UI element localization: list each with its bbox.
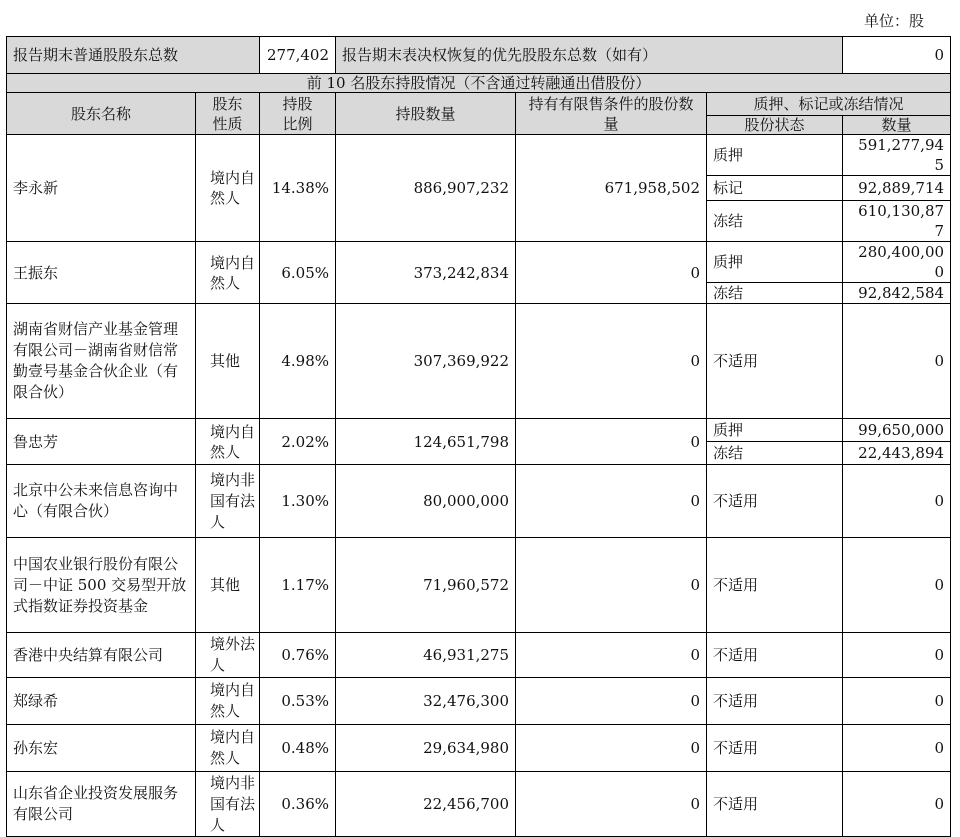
pledge-status: 不适用	[707, 538, 843, 633]
shareholder-name: 香港中央结算有限公司	[7, 633, 196, 678]
shareholder-ratio: 1.17%	[260, 538, 336, 633]
shareholder-ratio: 0.48%	[260, 725, 336, 772]
pledge-status: 不适用	[707, 304, 843, 419]
shareholder-name: 中国农业银行股份有限公司－中证 500 交易型开放式指数证券投资基金	[7, 538, 196, 633]
pledge-status: 标记	[707, 176, 843, 201]
shareholder-quantity: 46,931,275	[336, 633, 516, 678]
header-ratio: 持股比例	[260, 93, 336, 135]
table-row	[7, 538, 951, 633]
shareholder-nature: 境内自然人	[196, 242, 260, 304]
section-title: 前 10 名股东持股情况（不含通过转融通出借股份）	[7, 74, 951, 93]
table-row	[7, 772, 951, 837]
shareholder-ratio: 0.76%	[260, 633, 336, 678]
shareholder-name: 鲁忠芳	[7, 419, 196, 465]
shareholder-name: 郑绿希	[7, 678, 196, 725]
pledge-amount: 0	[843, 304, 951, 419]
table-row	[7, 304, 951, 419]
shareholder-name: 孙东宏	[7, 725, 196, 772]
shareholder-quantity: 307,369,922	[336, 304, 516, 419]
shareholder-nature: 其他	[196, 304, 260, 419]
shareholder-nature: 境外法人	[196, 633, 260, 678]
shareholder-quantity: 80,000,000	[336, 465, 516, 538]
table-row	[7, 135, 951, 176]
shareholder-quantity: 71,960,572	[336, 538, 516, 633]
pledge-status: 冻结	[707, 442, 843, 465]
pledge-amount: 92,842,584	[843, 283, 951, 304]
preferred-holders-value: 0	[843, 37, 951, 74]
pledge-amount: 0	[843, 772, 951, 837]
table-row	[7, 465, 951, 538]
section-title-row	[7, 74, 951, 93]
shareholder-restricted: 0	[516, 678, 707, 725]
shareholder-nature: 境内非国有法人	[196, 772, 260, 837]
unit-label: 单位：股	[863, 12, 924, 30]
shareholder-nature: 境内自然人	[196, 419, 260, 465]
shareholder-quantity: 29,634,980	[336, 725, 516, 772]
common-holders-label: 报告期末普通股股东总数	[7, 37, 260, 74]
header-amount: 数量	[843, 116, 951, 135]
shareholder-table	[6, 36, 951, 837]
table-row	[7, 419, 951, 442]
table-row	[7, 725, 951, 772]
pledge-amount: 610,130,877	[843, 201, 951, 242]
shareholder-nature: 其他	[196, 538, 260, 633]
shareholder-ratio: 1.30%	[260, 465, 336, 538]
pledge-status: 质押	[707, 135, 843, 176]
shareholder-nature: 境内自然人	[196, 135, 260, 242]
shareholder-ratio: 6.05%	[260, 242, 336, 304]
shareholder-ratio: 2.02%	[260, 419, 336, 465]
shareholder-ratio: 14.38%	[260, 135, 336, 242]
shareholder-restricted: 0	[516, 538, 707, 633]
header-status: 股份状态	[707, 116, 843, 135]
pledge-amount: 22,443,894	[843, 442, 951, 465]
header-quantity: 持股数量	[336, 93, 516, 135]
table-row	[7, 678, 951, 725]
pledge-amount: 0	[843, 725, 951, 772]
pledge-amount: 92,889,714	[843, 176, 951, 201]
table-row	[7, 633, 951, 678]
shareholder-nature: 境内非国有法人	[196, 465, 260, 538]
shareholder-quantity: 32,476,300	[336, 678, 516, 725]
pledge-amount: 99,650,000	[843, 419, 951, 442]
shareholder-restricted: 0	[516, 419, 707, 465]
pledge-status: 冻结	[707, 283, 843, 304]
shareholder-quantity: 22,456,700	[336, 772, 516, 837]
shareholder-restricted: 0	[516, 304, 707, 419]
pledge-amount: 0	[843, 465, 951, 538]
shareholder-nature: 境内自然人	[196, 678, 260, 725]
table-body	[7, 37, 951, 837]
shareholder-restricted: 0	[516, 772, 707, 837]
preferred-holders-label: 报告期末表决权恢复的优先股股东总数（如有）	[336, 37, 843, 74]
shareholder-name: 王振东	[7, 242, 196, 304]
pledge-status: 不适用	[707, 725, 843, 772]
shareholder-name: 山东省企业投资发展服务有限公司	[7, 772, 196, 837]
pledge-status: 不适用	[707, 772, 843, 837]
shareholder-restricted: 0	[516, 242, 707, 304]
pledge-status: 冻结	[707, 201, 843, 242]
common-holders-value: 277,402	[260, 37, 336, 74]
shareholder-restricted: 0	[516, 725, 707, 772]
header-row-1	[7, 93, 951, 116]
shareholder-quantity: 886,907,232	[336, 135, 516, 242]
header-nature: 股东性质	[196, 93, 260, 135]
header-restricted: 持有有限售条件的股份数量	[516, 93, 707, 135]
header-pledge-group: 质押、标记或冻结情况	[707, 93, 951, 116]
pledge-amount: 280,400,000	[843, 242, 951, 283]
pledge-status: 不适用	[707, 678, 843, 725]
pledge-status: 质押	[707, 242, 843, 283]
pledge-amount: 0	[843, 633, 951, 678]
pledge-status: 不适用	[707, 465, 843, 538]
shareholder-quantity: 124,651,798	[336, 419, 516, 465]
pledge-amount: 0	[843, 538, 951, 633]
pledge-status: 质押	[707, 419, 843, 442]
pledge-amount: 591,277,945	[843, 135, 951, 176]
shareholder-ratio: 4.98%	[260, 304, 336, 419]
shareholder-name: 北京中公未来信息咨询中心（有限合伙）	[7, 465, 196, 538]
shareholder-quantity: 373,242,834	[336, 242, 516, 304]
shareholder-nature: 境内自然人	[196, 725, 260, 772]
pledge-amount: 0	[843, 678, 951, 725]
summary-row	[7, 37, 951, 74]
shareholder-ratio: 0.36%	[260, 772, 336, 837]
pledge-status: 不适用	[707, 633, 843, 678]
shareholder-restricted: 671,958,502	[516, 135, 707, 242]
shareholder-name: 李永新	[7, 135, 196, 242]
shareholder-ratio: 0.53%	[260, 678, 336, 725]
header-name: 股东名称	[7, 93, 196, 135]
shareholder-name: 湖南省财信产业基金管理有限公司－湖南省财信常勤壹号基金合伙企业（有限合伙）	[7, 304, 196, 419]
table-row	[7, 242, 951, 283]
shareholder-restricted: 0	[516, 633, 707, 678]
shareholder-restricted: 0	[516, 465, 707, 538]
